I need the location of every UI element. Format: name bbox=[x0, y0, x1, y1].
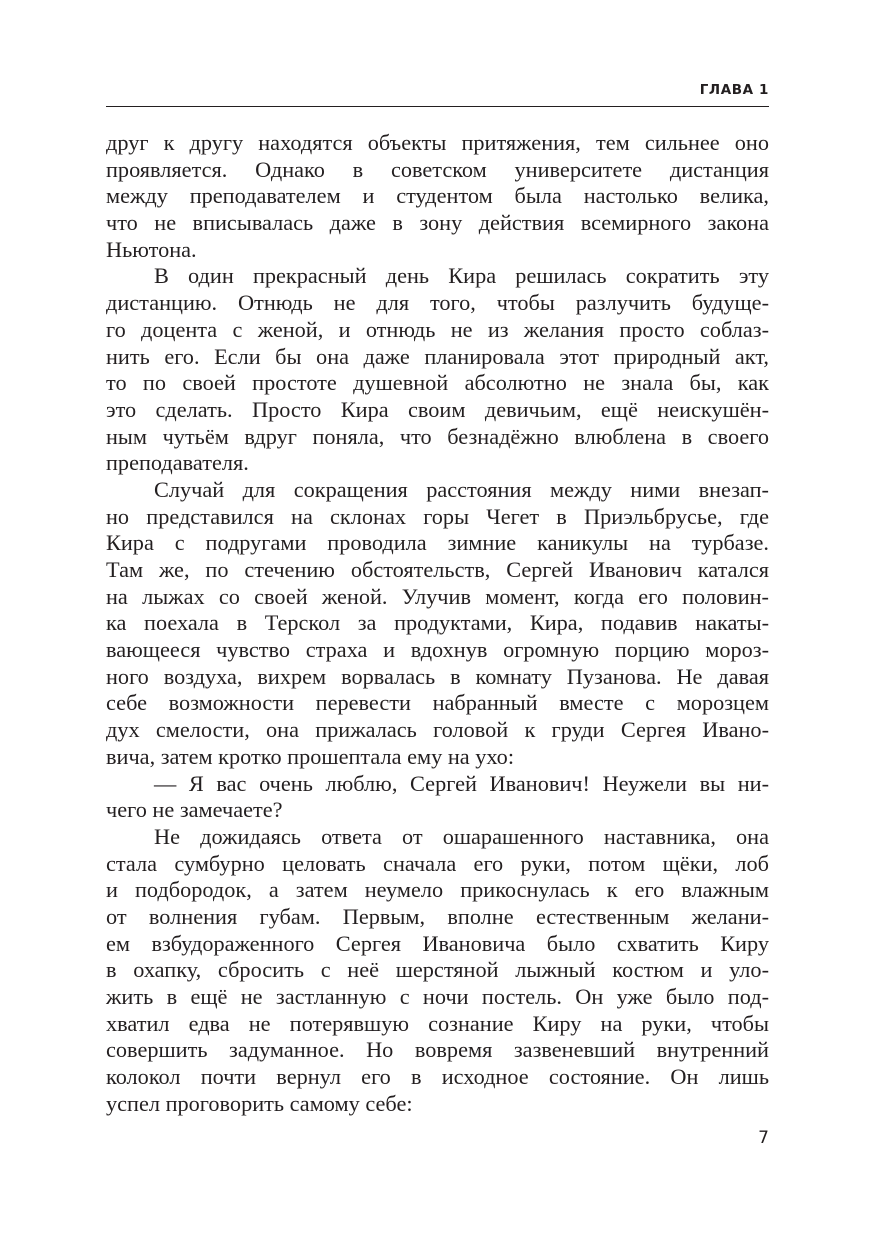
running-head bbox=[106, 80, 769, 107]
text-line: В один прекрасный день Кира решилась сократить эту bbox=[154, 263, 769, 289]
text-line: Кира с подругами проводила зимние каникулы на турбазе. bbox=[106, 530, 769, 556]
text-line: и подбородок, а затем неумело прикоснулась к его влажным bbox=[106, 877, 769, 903]
text-line: дух смелости, она прижалась головой к груди Сергея Ивано- bbox=[106, 717, 769, 743]
text-line: жить в ещё не застланную с ночи постель. Он уже было под- bbox=[106, 984, 769, 1009]
text-line: ка поехала в Терскол за продуктами, Кира, подавив накаты- bbox=[106, 610, 769, 636]
text-line: го доцента с женой, и отнюдь не из желания просто соблаз- bbox=[106, 316, 769, 342]
text-line: — Я вас очень люблю, Сергей Иванович! Неужели вы ни- bbox=[154, 770, 769, 796]
text-line: хватил едва не потерявшую сознание Киру на руки, чтобы bbox=[106, 1010, 769, 1036]
text-line: преподавателя. bbox=[106, 450, 249, 476]
text-line: в охапку, сбросить с неё шерстяной лыжный костюм и уло- bbox=[106, 957, 769, 983]
text-line: дистанцию. Отнюдь не для того, чтобы разлучить будуще- bbox=[106, 290, 769, 316]
text-line: вающееся чувство страха и вдохнув огромную порцию мороз- bbox=[106, 637, 769, 663]
text-line: от волнения губам. Первым, вполне естественным желани- bbox=[106, 903, 769, 929]
text-line: что не вписывалась даже в зону действия всемирного закона bbox=[106, 210, 769, 236]
text-line: то по своей простоте душевной абсолютно не знала бы, как bbox=[106, 370, 769, 396]
text-line: стала сумбурно целовать сначала его руки, потом щёки, лоб bbox=[106, 850, 769, 876]
text-line: успел проговорить самому себе: bbox=[106, 1090, 413, 1116]
text-line: Случай для сокращения расстояния между ними внезап- bbox=[154, 476, 769, 502]
text-line: себе возможности перевести набранный вместе с морозцем bbox=[106, 690, 769, 716]
text-line: нить его. Если бы она даже планировала этот природный акт, bbox=[106, 343, 769, 369]
text-line: между преподавателем и студентом была настолько велика, bbox=[106, 183, 769, 209]
text-line: друг к другу находятся объекты притяжения, тем сильнее оно bbox=[106, 130, 769, 155]
text-line: чего не замечаете? bbox=[106, 797, 283, 823]
text-line: ным чутьём вдруг поняла, что безнадёжно влюблена в своего bbox=[106, 423, 769, 449]
text-line: ного воздуха, вихрем ворвалась в комнату Пузанова. Не давая bbox=[106, 663, 769, 689]
text-line: колокол почти вернул его в исходное состояние. Он лишь bbox=[106, 1064, 769, 1090]
text-line: это сделать. Просто Кира своим девичьим, ещё неискушён- bbox=[106, 396, 769, 422]
text-line: Не дожидаясь ответа от ошарашенного наставника, она bbox=[154, 823, 769, 849]
body-text bbox=[106, 130, 769, 1117]
text-line: совершить задуманное. Но вовремя зазвеневший внутренний bbox=[106, 1037, 769, 1063]
text-line: Там же, по стечению обстоятельств, Сергей Иванович катался bbox=[106, 557, 769, 582]
text-line: Ньютона. bbox=[106, 236, 197, 262]
text-line: проявляется. Однако в советском университете дистанция bbox=[106, 156, 769, 182]
text-line: ем взбудораженного Сергея Ивановича было схватить Киру bbox=[106, 930, 769, 956]
chapter-title: ГЛАВА 1 bbox=[699, 82, 769, 98]
text-line: на лыжах со своей женой. Улучив момент, когда его половин- bbox=[106, 583, 769, 609]
text-line: вича, затем кротко прошептала ему на ухо: bbox=[106, 743, 515, 769]
text-line: но представился на склонах горы Чегет в Приэльбрусье, где bbox=[106, 503, 769, 529]
page-number: 7 bbox=[758, 1128, 769, 1148]
